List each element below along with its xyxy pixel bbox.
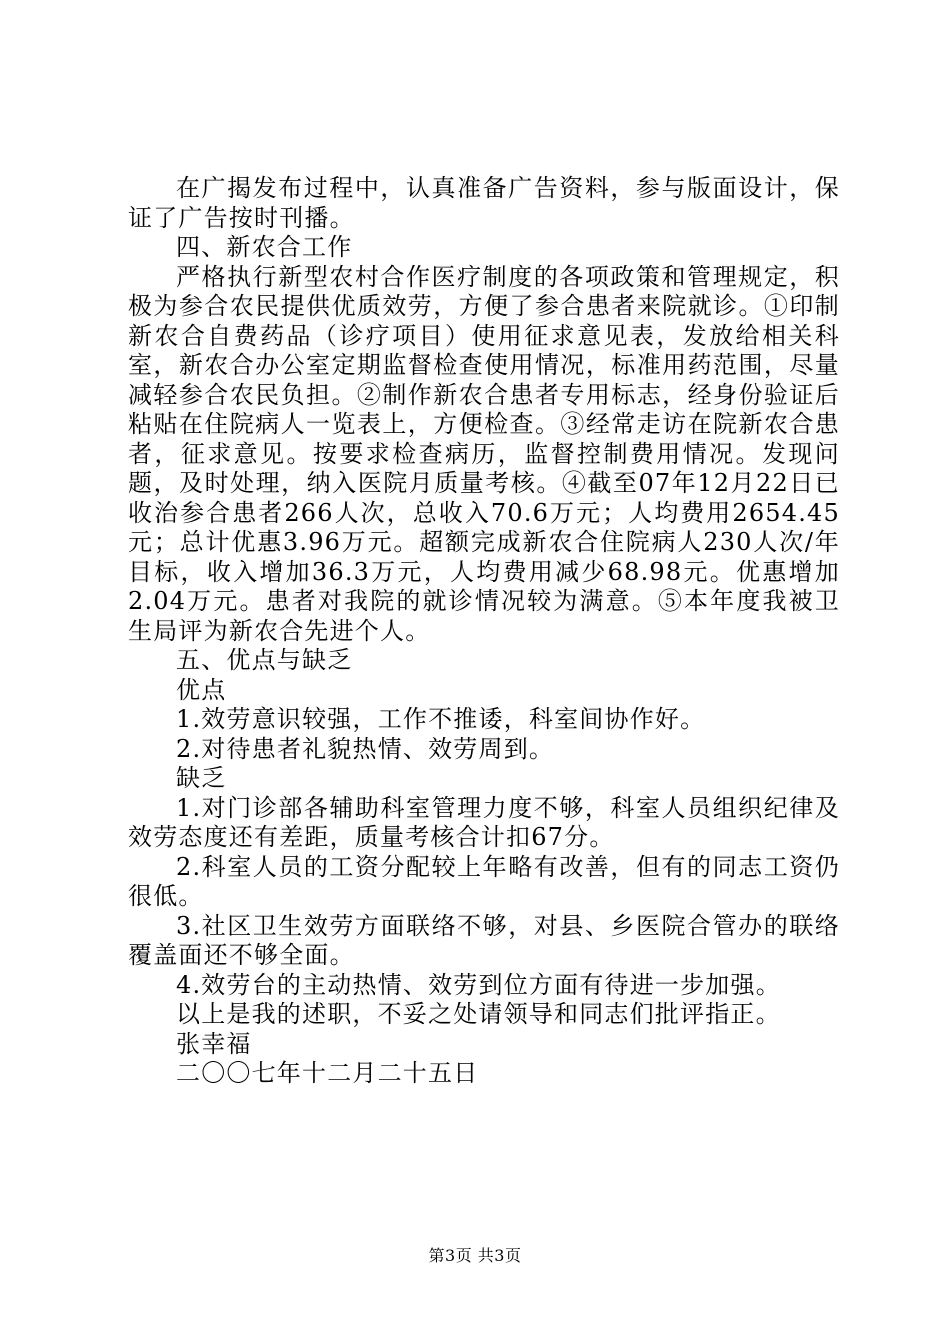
strength-item-2: 2.对待患者礼貌热情、效劳周到。: [176, 734, 555, 763]
paragraph-new-rural-cooperative: 严格执行新型农村合作医疗制度的各项政策和管理规定，积极为参合农民提供优质效劳，方便了参合患者来院就诊。①印制新农合自费药品（诊疗项目）使用征求意见表，发放给相关科室，新农合办公室定期监督检查使用情况，标准用药范围，尽量减轻参合农民负担。②制作新农合患者专用标志，经身份验证后粘贴在住院病人一览表上，方便检查。③经常走访在院新农合患者，征求意见。按要求检查病历，监督控制费用情况。发现问题，及时处理，纳入医院月质量考核。④截至07年12月22日已收治参合患者266人次，总收入70.6万元；人均费用2654.45元；总计优惠3.96万元。超额完成新农合住院病人230人次/年目标，收入增加36.3万元，人均费用减少68.98元。优惠增加2.04万元。患者对我院的就诊情况较为满意。⑤本年度我被卫生局评为新农合先进个人。: [128, 262, 840, 645]
signature-name: 张幸福: [176, 1029, 252, 1058]
section-heading-new-rural-cooperative: 四、新农合工作: [176, 233, 353, 261]
document-body: [128, 174, 840, 1089]
subheading-strengths: 优点: [176, 675, 227, 704]
page-number-footer: 第3页 共3页: [428, 1246, 522, 1265]
strength-item-1: 1.效劳意识较强，工作不推诿，科室间协作好。: [176, 705, 706, 733]
paragraph-ad-publishing: 在广揭发布过程中，认真准备广告资料，参与版面设计，保证了广告按时刊播。: [128, 174, 840, 232]
weakness-item-3: 3.社区卫生效劳方面联络不够，对县、乡医院合管办的联络覆盖面还不够全面。: [128, 911, 840, 969]
weakness-item-1: 1.对门诊部各辅助科室管理力度不够，科室人员组织纪律及效劳态度还有差距，质量考核合计扣67分。: [128, 793, 840, 851]
weakness-item-2: 2.科室人员的工资分配较上年略有改善，但有的同志工资仍很低。: [128, 852, 840, 910]
weakness-item-4: 4.效劳台的主动热情、效劳到位方面有待进一步加强。: [176, 970, 781, 999]
closing-statement: 以上是我的述职，不妥之处请领导和同志们批评指正。: [176, 1000, 781, 1028]
section-heading-strengths-weaknesses: 五、优点与缺乏: [176, 646, 353, 674]
signature-date: 二〇〇七年十二月二十五日: [176, 1059, 479, 1087]
subheading-weaknesses: 缺乏: [176, 764, 227, 792]
